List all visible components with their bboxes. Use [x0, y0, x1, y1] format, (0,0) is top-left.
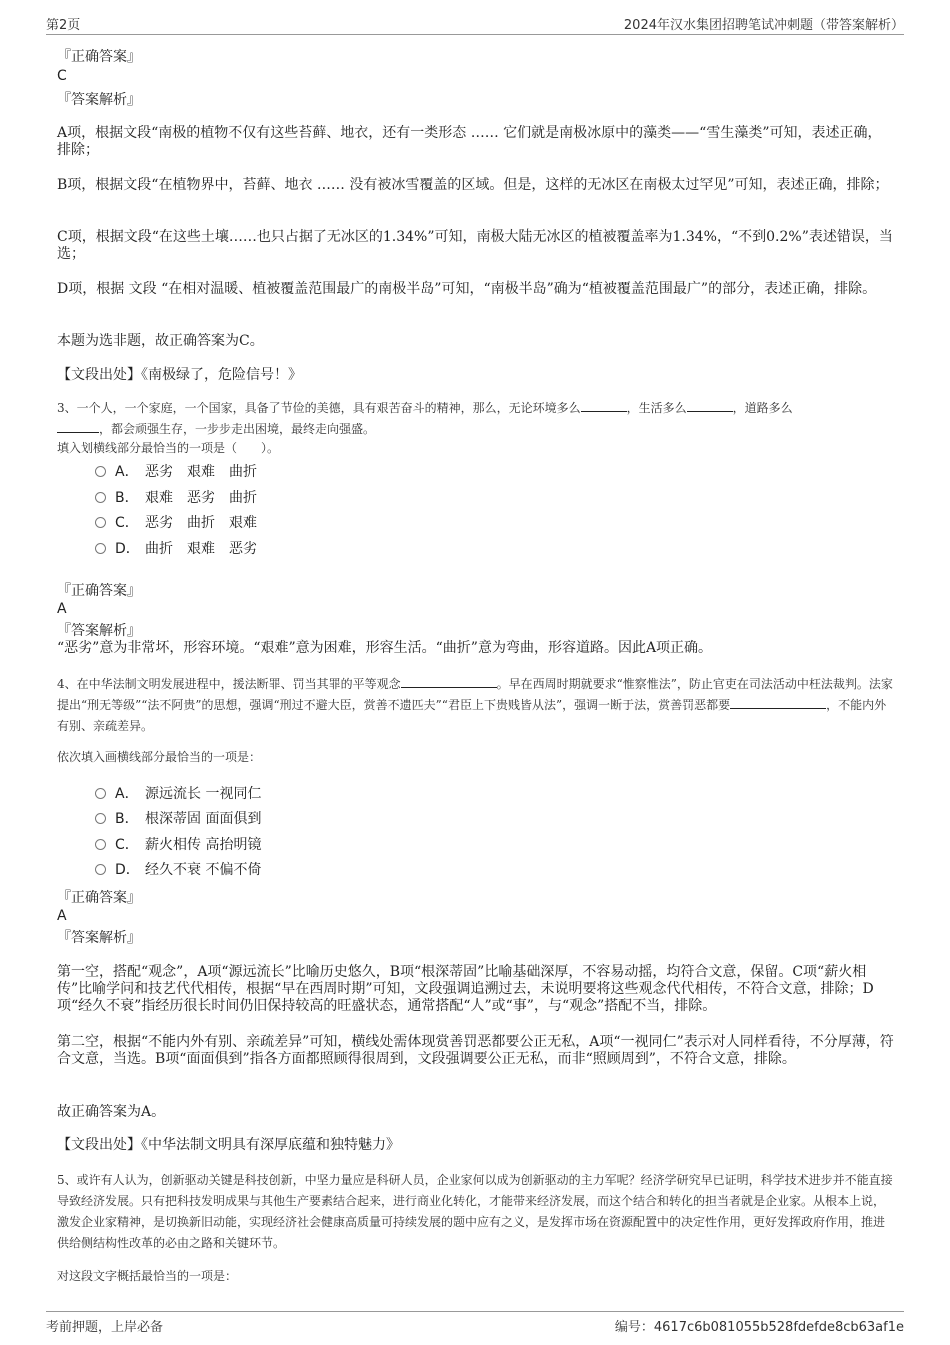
- page-footer: [46, 1311, 904, 1338]
- answer-value: C: [57, 68, 67, 84]
- page-number: 第2页: [46, 18, 81, 33]
- analysis-paragraph-a: A项，根据文段“南极的植物不仅有这些苔藓、地衣，还有一类形态 …… 它们就是南极冰原中的藻类——“雪生藻类”可知，表述正确，排除；: [57, 125, 882, 158]
- radio-icon[interactable]: [95, 492, 106, 503]
- option-d[interactable]: D． 经久不衰 不偏不倚: [95, 860, 261, 880]
- analysis-label: 『答案解析』: [57, 930, 141, 946]
- question-5-stem: 5、或许有人认为，创新驱动关键是科技创新，中坚力量应是科研人员，企业家何以成为创新驱动的主力军呢？经济学研究早已证明，科学技术进步并不能直接导致经济发展。只有把科技发明成果与其他生产要素结合起来，进行商业化转化，才能带来经济发展，而这个结合和转化的担当者就是企业家。从根本上说，激发企业家精神，是切换新旧动能，实现经济社会健康高质量可持续发展的题中应有之义，是发挥市场在资源配置中的决定性作用，更好发挥政府作用，推进供给侧结构性改革的必由之路和关键环节。: [57, 1173, 893, 1250]
- radio-icon[interactable]: [95, 517, 106, 528]
- radio-icon[interactable]: [95, 466, 106, 477]
- footer-slogan: 考前押题，上岸必备: [46, 1320, 164, 1335]
- analysis-paragraph: “恶劣”意为非常坏，形容环境。“艰难”意为困难，形容生活。“曲折”意为弯曲，形容道路。因此A项正确。: [57, 640, 713, 656]
- page-header: [46, 12, 904, 35]
- document-title: 2024年汉水集团招聘笔试冲刺题（带答案解析）: [623, 18, 904, 33]
- analysis-paragraph-blank-2: 第二空，根据“不能内外有别、亲疏差异”可知，横线处需体现赏善罚恶都要公正无私，A项“一视同仁”表示对人同样看待，不分厚薄，符合文意，当选。B项“面面俱到”指各方面都照顾得很周到，文段强调要公正无私，而非“照顾周到”，不符合文意，排除。: [57, 1034, 894, 1067]
- fill-blank: [57, 420, 99, 433]
- source-title: 《中华法制文明具有深厚底蕴和独特魅力》: [141, 1137, 400, 1153]
- analysis-paragraph-c: C项，根据文段“在这些土壤……也只占据了无冰区的1.34%”可知，南极大陆无冰区的植被覆盖率为1.34%，“不到0.2%”表述错误，当选；: [57, 229, 893, 262]
- answer-label: 『正确答案』: [57, 583, 141, 599]
- analysis-paragraph-b: B项，根据文段“在植物界中，苔藓、地衣 …… 没有被冰雪覆盖的区域。但是，这样的无冰区在南极太过罕见”可知，表述正确，排除；: [57, 177, 889, 193]
- analysis-paragraph-d: D项，根据 文段 “在相对温暖、植被覆盖范围最广的南极半岛”可知，“南极半岛”确为“植被覆盖范围最广”的部分，表述正确，排除。: [57, 281, 877, 297]
- analysis-paragraph-blank-1: 第一空，搭配“观念”，A项“源远流长”比喻历史悠久，B项“根深蒂固”比喻基础深厚，不容易动摇，均符合文意，保留。C项“薪火相传”比喻学问和技艺代代相传，根据“早在西周时期”可知，文段强调追溯过去，未说明要将这些观念代代相传，不符合文意，排除；D项“经久不衰”指经历很长时间仍旧保持较高的旺盛状态，通常搭配“人”或“事”，与“观念”搭配不当，排除。: [57, 964, 874, 1014]
- answer-label: 『正确答案』: [57, 890, 141, 906]
- source-line: [57, 366, 302, 384]
- question-3-stem: 3、一个人，一个家庭，一个国家，具备了节俭的美德，具有艰苦奋斗的精神，那么，无论环境多么 ，生活多么 ，道路多么 ，都会顽强生存，一步步走出困境，最终走向强盛。: [57, 401, 793, 436]
- answer-label: 『正确答案』: [57, 49, 141, 65]
- answer-value: A: [57, 601, 67, 617]
- fill-blank: [687, 399, 733, 412]
- analysis-conclusion: 本题为选非题，故正确答案为C。: [57, 333, 264, 349]
- radio-icon[interactable]: [95, 839, 106, 850]
- option-a[interactable]: A． 恶劣 艰难 曲折: [95, 462, 257, 482]
- option-c[interactable]: C． 恶劣 曲折 艰难: [95, 513, 257, 533]
- fill-blank: [730, 696, 826, 709]
- option-a[interactable]: A． 源远流长 一视同仁: [95, 784, 261, 804]
- analysis-label: 『答案解析』: [57, 623, 141, 639]
- source-label: 【文段出处】: [57, 1137, 141, 1153]
- radio-icon[interactable]: [95, 543, 106, 554]
- fill-blank: [581, 399, 627, 412]
- option-c[interactable]: C． 薪火相传 高抬明镜: [95, 835, 261, 855]
- source-label: 【文段出处】: [57, 367, 141, 383]
- radio-icon[interactable]: [95, 864, 106, 875]
- analysis-label: 『答案解析』: [57, 92, 141, 108]
- fill-blank: [401, 675, 497, 688]
- option-b[interactable]: B． 根深蒂固 面面俱到: [95, 809, 261, 829]
- source-title: 《南极绿了，危险信号！》: [141, 367, 302, 383]
- question-4-stem: 4、在中华法制文明发展进程中，援法断罪、罚当其罪的平等观念 。早在西周时期就要求“惟察惟法”，防止官吏在司法活动中枉法裁判。法家提出“刑无等级”“法不阿贵”的思想，强调“刑过不避大臣，赏善不遗匹夫”“君臣上下贵贱皆从法”，强调一断于法，赏善罚恶都要 ，不能内外有别、亲疏差异。: [57, 677, 893, 733]
- question-4-prompt: 依次填入画横线部分最恰当的一项是：: [57, 750, 262, 764]
- analysis-conclusion: 故正确答案为A。: [57, 1104, 166, 1120]
- question-5-prompt: 对这段文字概括最恰当的一项是：: [57, 1269, 238, 1283]
- radio-icon[interactable]: [95, 813, 106, 824]
- option-d[interactable]: D． 曲折 艰难 恶劣: [95, 539, 257, 559]
- document-id: 编号：4617c6b081055b528fdefde8cb63af1e: [614, 1320, 904, 1335]
- radio-icon[interactable]: [95, 788, 106, 799]
- question-3-prompt: 填入划横线部分最恰当的一项是（ ）。: [57, 441, 280, 455]
- option-b[interactable]: B． 艰难 恶劣 曲折: [95, 488, 257, 508]
- answer-value: A: [57, 908, 67, 924]
- source-line: [57, 1136, 400, 1154]
